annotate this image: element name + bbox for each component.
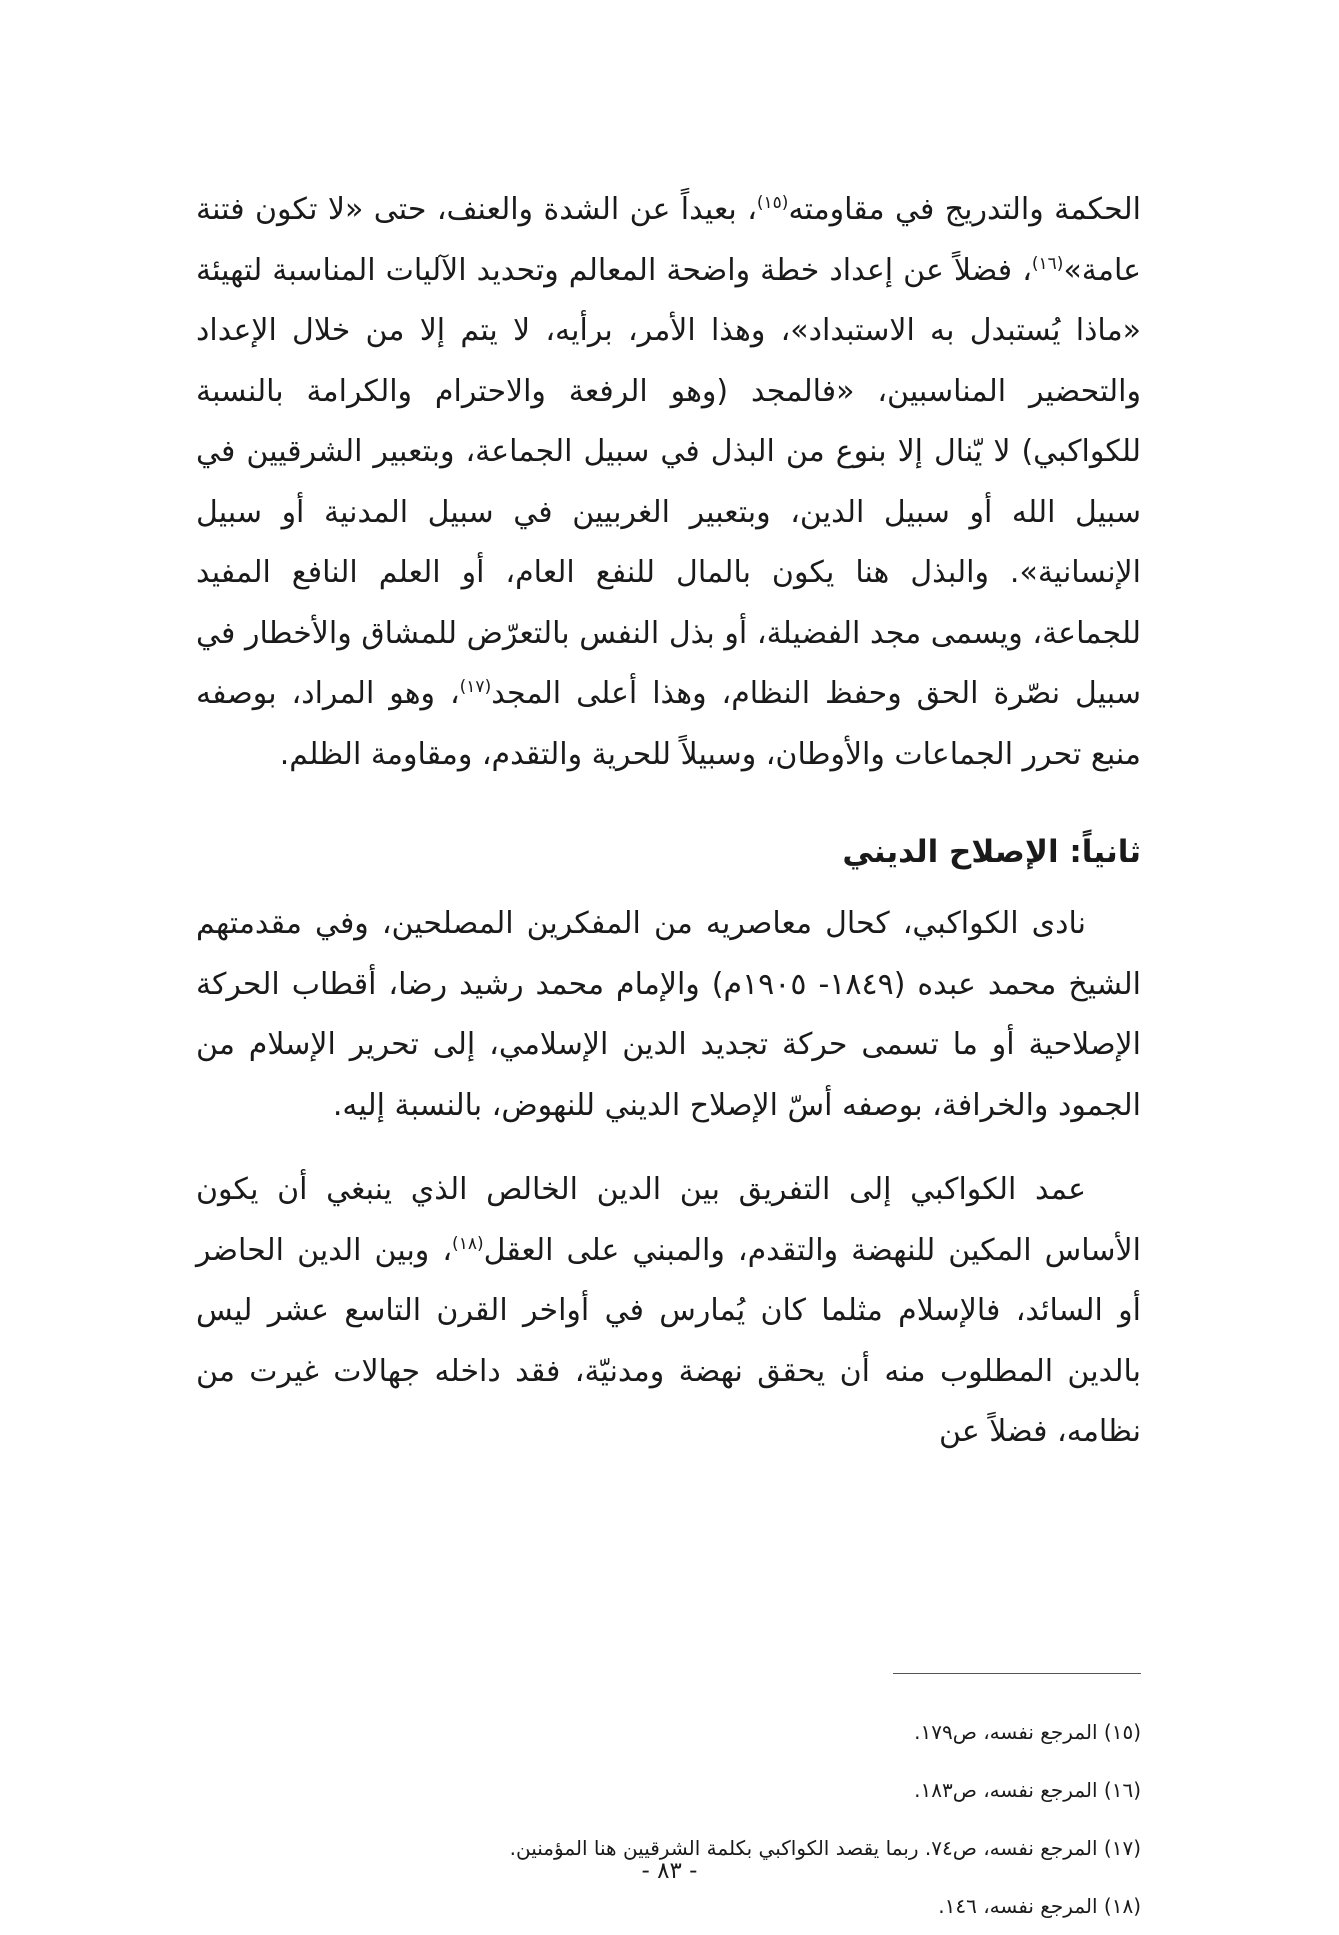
paragraph-1-text-a: الحكمة والتدريج في مقاومته	[788, 192, 1141, 227]
footnote-16: (١٦) المرجع نفسه، ص١٨٣.	[914, 1778, 1141, 1802]
section-heading: ثانياً: الإصلاح الديني	[842, 834, 1141, 870]
footnote-15: (١٥) المرجع نفسه، ص١٧٩.	[914, 1720, 1141, 1744]
paragraph-gap	[196, 1136, 1141, 1160]
footnote-ref-16[interactable]: (١٦)	[1031, 253, 1064, 274]
paragraph-1-text-d: ، وهو المراد، بوصفه منبع تحرر الجماعات والأوطان، وسبيلاً للحرية والتقدم، ومقاومة الظلم.	[196, 676, 1141, 772]
paragraph-3-text-b: ، وبين الدين الحاضر أو السائد، فالإسلام مثلما كان يُمارس في أواخر القرن التاسع عشر ليس بالدين المطلوب منه أن يحقق نهضة ومدنيّة، فقد داخله جهالات غيرت من نظامه، فضلاً عن	[196, 1232, 1141, 1449]
footnote-ref-18[interactable]: (١٨)	[452, 1233, 484, 1254]
paragraph-3-text-a: عمد الكواكبي إلى التفريق بين الدين الخالص الذي ينبغي أن يكون الأساس المكين للنهضة والتقدم، والمبني على العقل	[196, 1172, 1141, 1268]
page-body	[196, 180, 1141, 1463]
footnote-ref-17[interactable]: (١٧)	[459, 677, 492, 697]
paragraph-1	[196, 180, 1141, 785]
paragraph-2: نادى الكواكبي، كحال معاصريه من المفكرين المصلحين، وفي مقدمتهم الشيخ محمد عبده (١٨٤٩- ١٩٠٥م) والإمام محمد رشيد رضا، أقطاب الحركة الإصلاحية أو ما تسمى حركة تجديد الدين الإسلامي، إلى تحرير الإسلام من الجمود والخرافة، بوصفه أسّ الإصلاح الديني للنهوض، بالنسبة إليه.	[196, 906, 1141, 1123]
paragraph-1-text-b: ، بعيداً عن الشدة والعنف، حتى «لا تكون فتنة عامة»	[196, 192, 1141, 288]
footnote-17: (١٧) المرجع نفسه، ص٧٤. ربما يقصد الكواكبي بكلمة الشرقيين هنا المؤمنين.	[509, 1836, 1141, 1860]
page-number: - ٨٣ -	[641, 1858, 698, 1884]
footnote-ref-15[interactable]: (١٥)	[756, 193, 789, 213]
paragraph-3	[196, 1160, 1141, 1463]
paragraph-1-text-c: ، فضلاً عن إعداد خطة واضحة المعالم وتحديد الآليات المناسبة لتهيئة «ماذا يُستبدل به الاستبداد»، وهذا الأمر، برأيه، لا يتم إلا من خلال الإعداد والتحضير المناسبين، «فالمجد (وهو الرفعة والاحترام والكرامة بالنسبة للكواكبي) لا يّنال إلا بنوع من البذل في سبيل الجماعة، وبتعبير الشرقيين في سبيل الله أو سبيل الدين، وبتعبير الغربيين في سبيل المدنية أو سبيل الإنسانية». والبذل هنا يكون بالمال للنفع العام، أو العلم النافع المفيد للجماعة، ويسمى مجد الفضيلة، أو بذل النفس بالتعرّض للمشاق والأخطار في سبيل نصّرة الحق وحفظ النظام، وهذا أعلى المجد	[196, 252, 1141, 711]
footnotes	[196, 1703, 1141, 1935]
footnote-separator	[893, 1673, 1141, 1674]
footnote-18: (١٨) المرجع نفسه، ١٤٦.	[938, 1894, 1141, 1918]
